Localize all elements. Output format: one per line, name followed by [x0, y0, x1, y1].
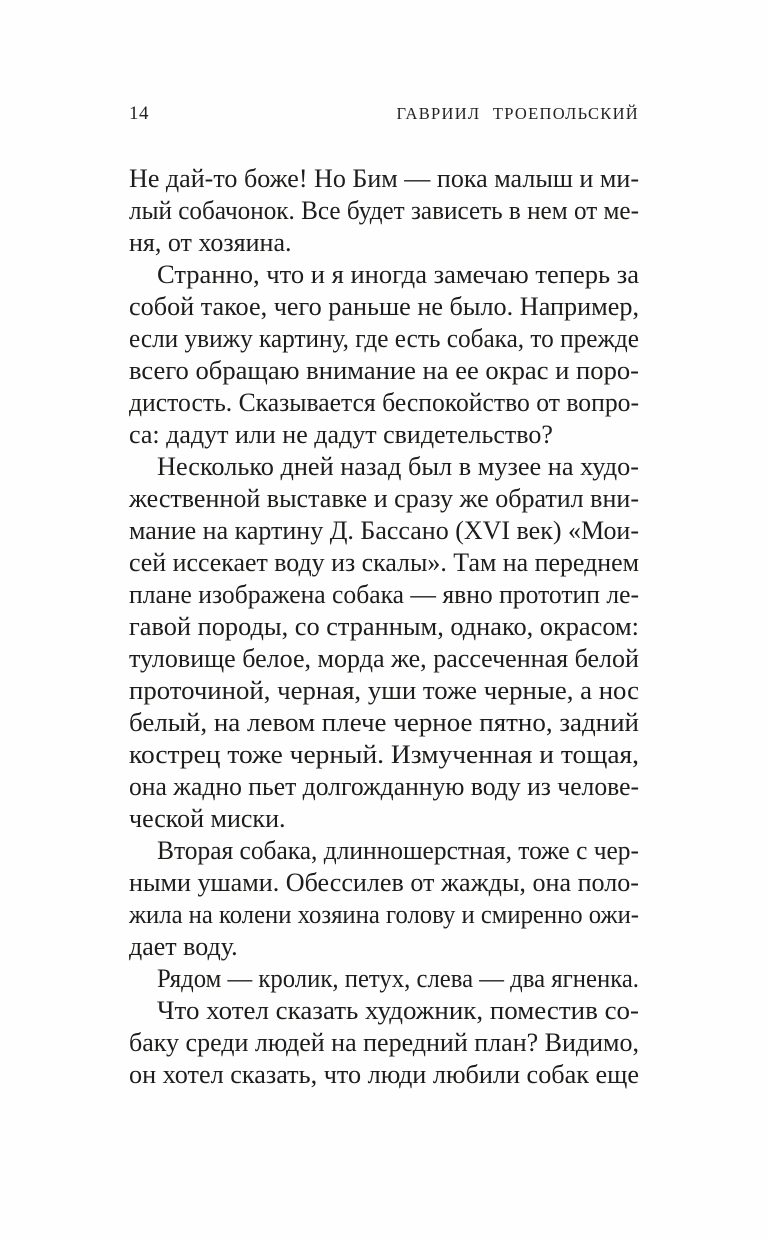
- text-line: [129, 163, 639, 195]
- paragraph: [129, 995, 639, 1091]
- text-line: [129, 355, 639, 387]
- text-line-content: ня, от хозяина.: [129, 228, 292, 257]
- text-line: [129, 451, 639, 483]
- text-line: [129, 579, 639, 611]
- text-line: [129, 387, 639, 419]
- text-line-content: она жадно пьет долгожданную воду из челове-: [129, 772, 639, 801]
- text-line: [129, 515, 639, 547]
- text-line: [129, 483, 639, 515]
- text-line-content: проточиной, черная, уши тоже черные, а нос: [129, 676, 639, 705]
- text-line: [129, 1027, 639, 1059]
- text-line: [129, 419, 639, 451]
- text-line: [129, 547, 639, 579]
- text-line-content: кострец тоже черный. Измученная и тощая,: [129, 740, 639, 769]
- text-line: [129, 995, 639, 1027]
- text-line: [129, 867, 639, 899]
- text-line-content: собой такое, чего раньше не было. Например,: [129, 292, 639, 321]
- text-line: [129, 931, 639, 963]
- text-line: [129, 643, 639, 675]
- text-line-content: сей иссекает воду из скалы». Там на переднем: [129, 548, 639, 577]
- text-line: [129, 227, 639, 259]
- text-line: [129, 707, 639, 739]
- text-line-content: ными ушами. Обессилев от жажды, она поло-: [129, 868, 639, 897]
- text-line: [129, 835, 639, 867]
- running-header-author: ГАВРИИЛ ТРОЕПОЛЬСКИЙ: [396, 104, 639, 123]
- text-line: [129, 1059, 639, 1091]
- text-line-content: всего обращаю внимание на ее окрас и поро-: [129, 356, 639, 385]
- text-line: [129, 963, 639, 995]
- text-line-content: Не дай-то боже! Но Бим — пока малыш и ми-: [129, 164, 639, 193]
- text-line-content: дает воду.: [129, 932, 238, 961]
- text-line-content: баку среди людей на передний план? Видимо,: [129, 1028, 639, 1057]
- text-line-content: дистость. Сказывается беспокойство от вопро-: [129, 388, 639, 417]
- text-line-content: Вторая собака, длинношерстная, тоже с чер-: [157, 836, 639, 865]
- text-line-content: Что хотел сказать художник, поместив со-: [157, 996, 639, 1025]
- running-head: [129, 103, 639, 125]
- text-line-content: он хотел сказать, что люди любили собак еще: [129, 1060, 639, 1089]
- text-line-content: если увижу картину, где есть собака, то прежде: [129, 324, 639, 353]
- paragraph: [129, 451, 639, 835]
- text-line: [129, 771, 639, 803]
- text-line: [129, 195, 639, 227]
- text-line-content: Странно, что и я иногда замечаю теперь за: [157, 260, 639, 289]
- text-line: [129, 899, 639, 931]
- text-line-content: Рядом — кролик, петух, слева — два ягненка.: [157, 964, 639, 993]
- text-line-content: белый, на левом плече черное пятно, задний: [129, 708, 639, 737]
- paragraph: [129, 963, 639, 995]
- text-line-content: жила на колени хозяина голову и смиренно ожи-: [129, 900, 639, 929]
- text-column: [129, 163, 639, 1091]
- page-body: [129, 0, 639, 1240]
- text-line: [129, 803, 639, 835]
- paragraph: [129, 259, 639, 451]
- text-line-content: туловище белое, морда же, рассеченная белой: [129, 644, 639, 673]
- text-line: [129, 323, 639, 355]
- text-line: [129, 739, 639, 771]
- paragraph: [129, 163, 639, 259]
- text-line-content: плане изображена собака — явно прототип ле-: [129, 580, 639, 609]
- text-line-content: жественной выставке и сразу же обратил вни-: [129, 484, 639, 513]
- text-line: [129, 259, 639, 291]
- text-line-content: ческой миски.: [129, 804, 286, 833]
- text-line-content: гавой породы, со странным, однако, окрасом:: [129, 612, 639, 641]
- text-line: [129, 291, 639, 323]
- text-line-content: лый собачонок. Все будет зависеть в нем от ме-: [129, 196, 639, 225]
- text-line: [129, 611, 639, 643]
- text-line: [129, 675, 639, 707]
- page-number: 14: [129, 103, 149, 124]
- text-line-content: са: дадут или не дадут свидетельство?: [129, 420, 553, 449]
- text-line-content: Несколько дней назад был в музее на худо-: [157, 452, 639, 481]
- text-line-content: мание на картину Д. Бассано (XVI век) «Мои-: [129, 516, 639, 545]
- paragraph: [129, 835, 639, 963]
